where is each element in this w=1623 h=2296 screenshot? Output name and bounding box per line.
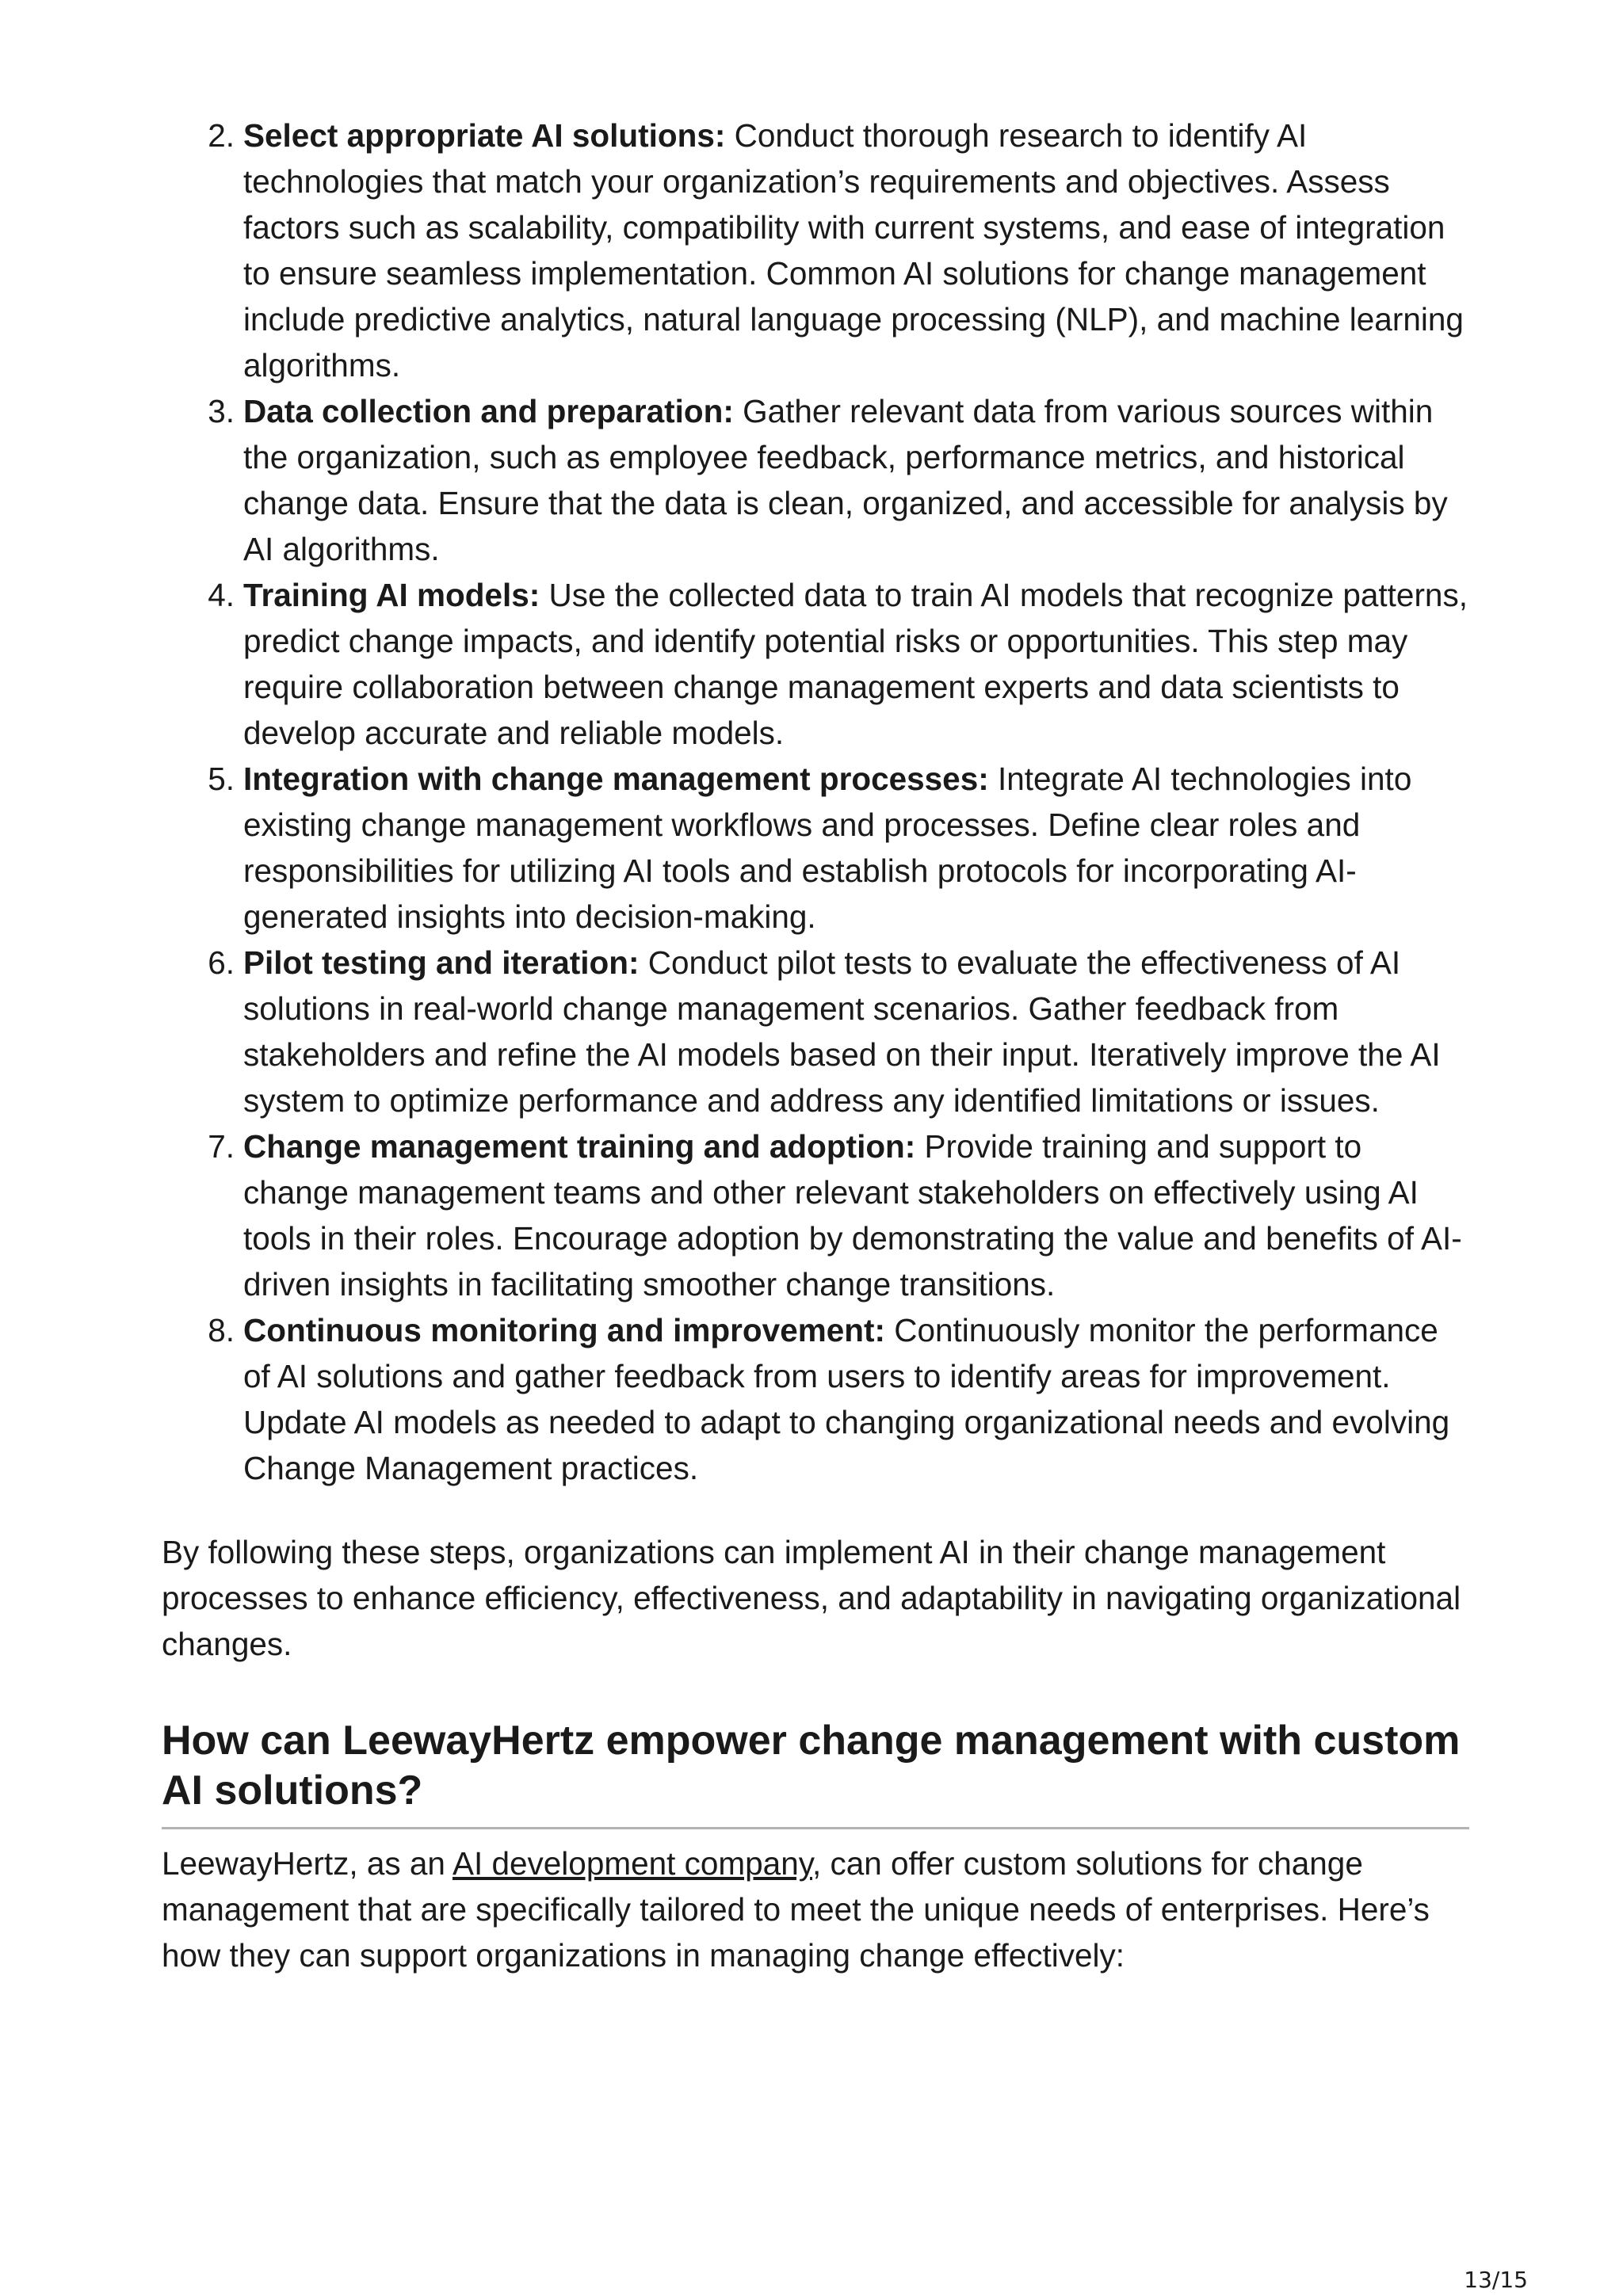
list-item-number: 7. [208, 1128, 235, 1165]
list-item-text: Integrate AI technologies into existing change management workflows and processes. Define clear roles and responsibilities for utilizing AI tools and establish protocols for incorporating AI-generated insights into decision-making. [243, 761, 1412, 935]
list-item [162, 756, 1469, 940]
list-item-number: 5. [208, 761, 235, 797]
intro-text-before: LeewayHertz, as an [162, 1845, 453, 1882]
list-item-title: Integration with change management processes: [243, 761, 989, 797]
list-item-text: Continuously monitor the performance of AI solutions and gather feedback from users to identify areas for improvement. Update AI models as needed to adapt to changing organizational needs and evolving Change Management practices. [243, 1312, 1450, 1486]
page-number: 13/15 [1464, 2267, 1528, 2293]
list-item [162, 1307, 1469, 1491]
list-item-title: Continuous monitoring and improvement: [243, 1312, 885, 1348]
list-item [162, 1123, 1469, 1307]
list-item-text: Provide training and support to change management teams and other relevant stakeholders on effectively using AI tools in their roles. Encourage adoption by demonstrating the value and benefits of AI-driven insights in facilitating smoother change transitions. [243, 1128, 1462, 1302]
list-item-title: Training AI models: [243, 577, 540, 613]
conclusion-paragraph: By following these steps, organizations can implement AI in their change management processes to enhance efficiency, effectiveness, and adaptability in navigating organizational changes. [162, 1534, 1461, 1662]
list-item-number: 2. [208, 117, 235, 154]
list-item-number: 4. [208, 577, 235, 613]
document-page [162, 113, 1469, 1978]
list-item [162, 388, 1469, 572]
list-item-number: 6. [208, 944, 235, 981]
list-item [162, 940, 1469, 1123]
list-item-text: Conduct pilot tests to evaluate the effectiveness of AI solutions in real-world change management scenarios. Gather feedback from stakeholders and refine the AI models based on their input. Iteratively improve the AI system to optimize performance and address any identified limitations or issues. [243, 944, 1441, 1119]
intro-paragraph [162, 1840, 1469, 1978]
intro-text-after: , can offer custom solutions for change management that are specifically tailored to meet the unique needs of enterprises. Here’s how they can support organizations in managing change effectively: [162, 1845, 1430, 1974]
list-item-title: Pilot testing and iteration: [243, 944, 640, 981]
list-item-text: Gather relevant data from various sources within the organization, such as employee feedback, performance metrics, and historical change data. Ensure that the data is clean, organized, and accessible for analysis by AI algorithms. [243, 393, 1448, 567]
list-item-number: 8. [208, 1312, 235, 1348]
list-item-text: Conduct thorough research to identify AI technologies that match your organization’s requirements and objectives. Assess factors such as scalability, compatibility with current systems, and ease of integration to ensure seamless implementation. Common AI solutions for change management include predictive analytics, natural language processing (NLP), and machine learning algorithms. [243, 117, 1464, 383]
section-heading: How can LeewayHertz empower change management with custom AI solutions? [162, 1716, 1469, 1829]
steps-list [162, 113, 1469, 1491]
list-item-title: Select appropriate AI solutions: [243, 117, 726, 154]
list-item-number: 3. [208, 393, 235, 429]
list-item-text: Use the collected data to train AI models that recognize patterns, predict change impacts, and identify potential risks or opportunities. This step may require collaboration between change management experts and data scientists to develop accurate and reliable models. [243, 577, 1468, 751]
list-item [162, 113, 1469, 388]
list-item-title: Data collection and preparation: [243, 393, 734, 429]
list-item-title: Change management training and adoption: [243, 1128, 916, 1165]
list-item [162, 572, 1469, 756]
ai-development-company-link[interactable]: AI development company [452, 1845, 812, 1882]
